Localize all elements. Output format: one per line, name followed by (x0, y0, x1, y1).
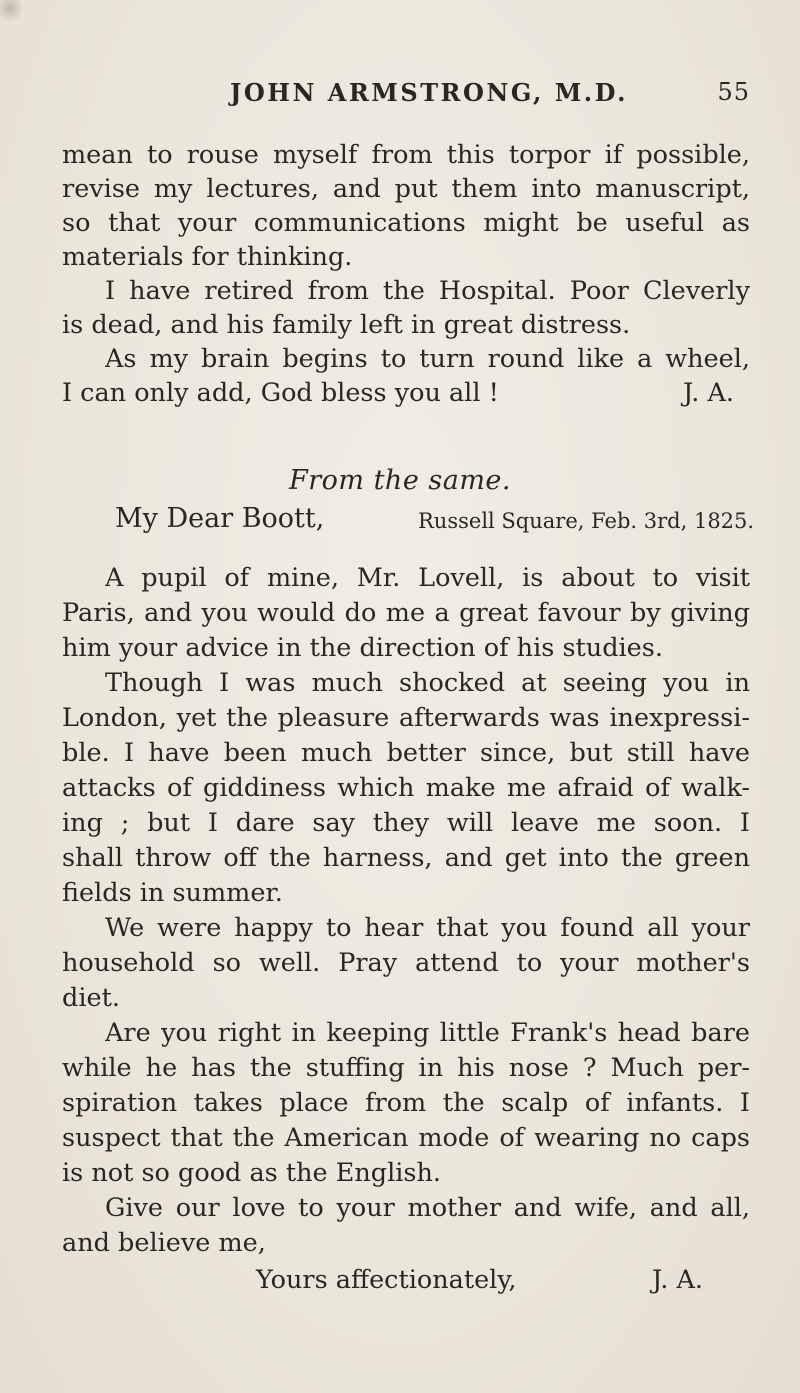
salutation: My Dear Boott, (115, 503, 325, 534)
text-line: A pupil of mine, Mr. Lovell, is about to visit (105, 563, 750, 593)
text-line: Though I was much shocked at seeing you in (105, 668, 750, 698)
signature: J. A. (683, 378, 734, 408)
text-line: fields in summer. (62, 878, 283, 908)
text-line: As my brain begins to turn round like a wheel, (105, 344, 750, 374)
text-line: attacks of giddiness which make me afraid of walk- (62, 773, 750, 803)
text-line: ing ; but I dare say they will leave me soon. I (62, 808, 750, 838)
text-line: Are you right in keeping little Frank's head bare (105, 1018, 750, 1048)
text-line: Paris, and you would do me a great favour by giving (62, 598, 750, 628)
page-smudge (0, 0, 40, 40)
text-line: is dead, and his family left in great distress. (62, 310, 631, 340)
text-line: so that your communications might be useful as (62, 208, 750, 238)
page-number: 55 (717, 78, 750, 106)
text-line: London, yet the pleasure afterwards was inexpressi- (62, 703, 750, 733)
text-line: mean to rouse myself from this torpor if possible, (62, 140, 750, 170)
text-line: ble. I have been much better since, but still have (62, 738, 750, 768)
text-line: suspect that the American mode of wearing no caps (62, 1123, 750, 1153)
text-line: household so well. Pray attend to your mother's (62, 948, 750, 978)
text-line: spiration takes place from the scalp of infants. I (62, 1088, 750, 1118)
text-line: We were happy to hear that you found all your (105, 913, 750, 943)
text-line: shall throw off the harness, and get into the green (62, 843, 750, 873)
text-line: diet. (62, 983, 120, 1013)
signature: J. A. (652, 1265, 703, 1295)
text-line: materials for thinking. (62, 242, 353, 272)
text-line: him your advice in the direction of his studies. (62, 633, 663, 663)
letter-address-date: Russell Square, Feb. 3rd, 1825. (418, 509, 755, 533)
text-line: revise my lectures, and put them into manuscript, (62, 174, 750, 204)
text-line: is not so good as the English. (62, 1158, 442, 1188)
text-line: I have retired from the Hospital. Poor Cleverly (105, 276, 750, 306)
letter-heading: From the same. (289, 465, 511, 496)
text-line: Give our love to your mother and wife, and all, (105, 1193, 750, 1223)
text-line: while he has the stuffing in his nose ? Much per- (62, 1053, 750, 1083)
text-line: and believe me, (62, 1228, 266, 1258)
running-title: JOHN ARMSTRONG, M.D. (230, 78, 628, 107)
running-header (230, 78, 750, 114)
text-line: I can only add, God bless you all ! (62, 378, 499, 408)
closing: Yours affectionately, (256, 1265, 517, 1295)
